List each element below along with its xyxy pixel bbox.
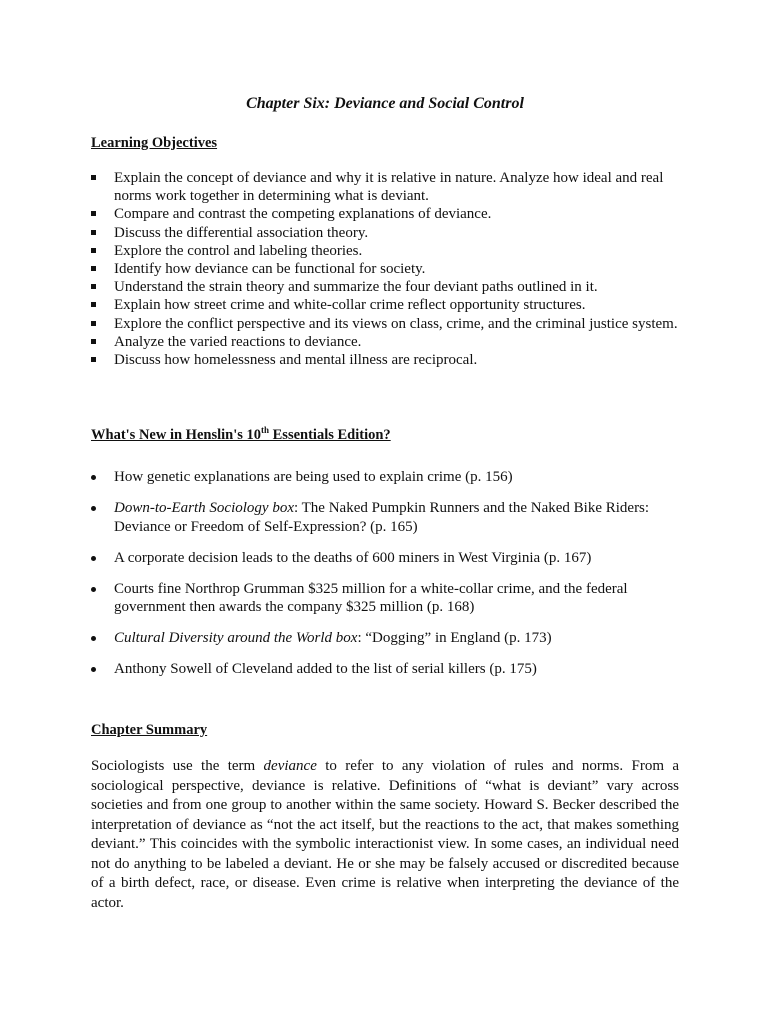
learning-objectives-list <box>91 169 679 369</box>
list-item: Explore the control and labeling theories. <box>91 242 679 260</box>
list-item: Down-to-Earth Sociology box: The Naked Pumpkin Runners and the Naked Bike Riders: Deviance or Freedom of Self-Expression? (p. 165) <box>91 499 679 536</box>
list-item: Explain how street crime and white-collar crime reflect opportunity structures. <box>91 296 679 314</box>
square-bullet-icon <box>91 339 96 344</box>
list-item: Understand the strain theory and summarize the four deviant paths outlined in it. <box>91 278 679 296</box>
learning-objectives-heading: Learning Objectives <box>91 135 218 151</box>
round-bullet-icon <box>91 556 96 561</box>
square-bullet-icon <box>91 248 96 253</box>
square-bullet-icon <box>91 357 96 362</box>
round-bullet-icon <box>91 667 96 672</box>
chapter-summary-paragraph: Sociologists use the term deviance to refer to any violation of rules and norms. From a sociological perspective, deviance is relative. Definitions of “what is deviant” vary across societies and from one group to another within the same society. Howard S. Becker described the interpretation of deviance as “not the act itself, but the reactions to the act, that makes something deviant.” This coincides with the symbolic interactionist view. In some cases, an individual need not do anything to be labeled a deviant. He or she may be falsely accused or discredited because of a birth defect, race, or disease. Even crime is relative when interpreting the deviance of the actor. <box>91 758 679 911</box>
list-item: Explain the concept of deviance and why it is relative in nature. Analyze how ideal and real norms work together in determining what is deviant. <box>91 169 679 205</box>
list-item: Discuss how homelessness and mental illness are reciprocal. <box>91 351 679 369</box>
round-bullet-icon <box>91 636 96 641</box>
list-item: Discuss the differential association theory. <box>91 224 679 242</box>
square-bullet-icon <box>91 266 96 271</box>
square-bullet-icon <box>91 284 96 289</box>
chapter-summary-heading: Chapter Summary <box>91 722 208 738</box>
chapter-title: Chapter Six: Deviance and Social Control <box>246 95 524 112</box>
square-bullet-icon <box>91 302 96 307</box>
list-item: Cultural Diversity around the World box: “Dogging” in England (p. 173) <box>91 629 679 648</box>
list-item: A corporate decision leads to the deaths of 600 miners in West Virginia (p. 167) <box>91 549 679 568</box>
whats-new-heading: What's New in Henslin's 10th Essentials Edition? <box>91 425 391 443</box>
list-item: Compare and contrast the competing explanations of deviance. <box>91 205 679 223</box>
square-bullet-icon <box>91 211 96 216</box>
list-item: Analyze the varied reactions to deviance. <box>91 333 679 351</box>
list-item: How genetic explanations are being used to explain crime (p. 156) <box>91 468 679 487</box>
list-item: Identify how deviance can be functional for society. <box>91 260 679 278</box>
round-bullet-icon <box>91 587 96 592</box>
round-bullet-icon <box>91 475 96 480</box>
round-bullet-icon <box>91 506 96 511</box>
square-bullet-icon <box>91 230 96 235</box>
list-item: Anthony Sowell of Cleveland added to the list of serial killers (p. 175) <box>91 660 679 679</box>
square-bullet-icon <box>91 321 96 326</box>
whats-new-list <box>91 468 679 691</box>
list-item: Courts fine Northrop Grumman $325 million for a white-collar crime, and the federal government then awards the company $325 million (p. 168) <box>91 580 679 617</box>
list-item: Explore the conflict perspective and its views on class, crime, and the criminal justice system. <box>91 315 679 333</box>
square-bullet-icon <box>91 175 96 180</box>
